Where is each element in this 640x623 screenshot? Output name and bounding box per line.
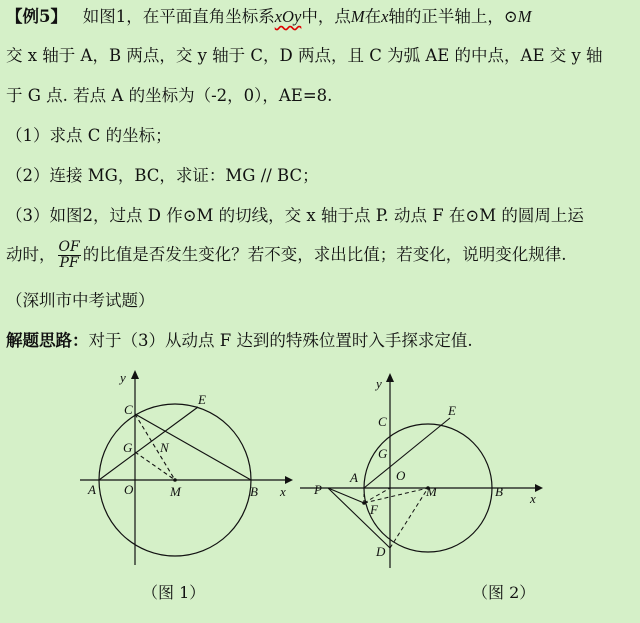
- fig1-label-c: C: [124, 402, 133, 417]
- fig2-label-b: B: [495, 484, 503, 499]
- fig1-y-arrow: [131, 370, 139, 379]
- figure-2-caption: （图 2）: [472, 583, 536, 602]
- fig2-y-arrow: [386, 373, 394, 382]
- fig2-label-g: G: [378, 446, 388, 461]
- fig1-label-b: B: [250, 484, 258, 499]
- figure-1: [70, 365, 300, 575]
- fig2-label-m: M: [426, 484, 437, 499]
- fraction-numerator: OF: [58, 239, 80, 255]
- problem-source: （深圳市中考试题）: [6, 291, 155, 310]
- fig1-label-g: G: [123, 440, 133, 455]
- line1-x: x: [381, 7, 389, 26]
- fig2-label-e: E: [448, 403, 456, 418]
- line1-text-c: 在: [364, 7, 382, 26]
- fig2-segment-pf: [328, 488, 364, 503]
- problem-line-2: 交 x 轴于 A，B 两点，交 y 轴于 C，D 两点，且 C 为弧 AE 的中点，AE 交 y 轴: [6, 46, 603, 65]
- fig2-label-x: x: [530, 491, 536, 506]
- fig2-chord-ae: [364, 418, 450, 488]
- fig2-label-p: P: [314, 482, 322, 497]
- fig1-segment-mg: [135, 452, 175, 480]
- line1-text-a: 如图1，在平面直角坐标系: [82, 7, 275, 26]
- question-1: （1）求点 C 的坐标；: [6, 126, 172, 145]
- fig2-point-f: [362, 501, 366, 505]
- fig1-label-n: N: [160, 440, 169, 455]
- fig1-label-a: A: [88, 482, 96, 497]
- question-3-line-1: （3）如图2，过点 D 作⊙M 的切线，交 x 轴于点 P. 动点 F 在⊙M 的圆周上运: [6, 206, 584, 225]
- fig2-segment-fm: [364, 488, 428, 503]
- fig2-label-o: O: [396, 468, 406, 483]
- hint-line: [6, 330, 634, 352]
- example-tag: 【例5】: [6, 7, 67, 26]
- fig1-label-x: x: [280, 484, 286, 499]
- hint-text: 对于（3）从动点 F 达到的特殊位置时入手探求定值.: [88, 331, 473, 350]
- fig2-segment-dm: [390, 488, 428, 548]
- fig1-label-y: y: [120, 370, 126, 385]
- fig1-segment-cb: [135, 414, 251, 480]
- fig2-segment-fo: [364, 488, 390, 503]
- problem-line-1: [6, 6, 634, 28]
- figure-1-caption: （图 1）: [142, 583, 206, 602]
- fig2-label-d: D: [376, 544, 386, 559]
- q3-pre-text: 动时，: [6, 245, 56, 264]
- fig2-tangent-pd: [328, 488, 390, 548]
- fig2-label-a: A: [350, 470, 358, 485]
- fig1-label-e: E: [198, 392, 206, 407]
- problem-line-3: 于 G 点. 若点 A 的坐标为（-2，0），AE=8.: [6, 86, 333, 105]
- fig1-label-m: M: [170, 484, 181, 499]
- ratio-fraction: [58, 240, 81, 271]
- fig2-label-f: F: [370, 502, 378, 517]
- fig2-label-c: C: [378, 414, 387, 429]
- fig1-label-o: O: [124, 482, 134, 497]
- fig2-x-arrow: [535, 484, 543, 492]
- q3-post-text: 的比值是否发生变化？若不变，求出比值；若变化，说明变化规律.: [82, 245, 567, 264]
- fig1-segment-cm: [135, 414, 175, 480]
- figure-2: [290, 370, 550, 575]
- coord-system-name: xOy: [274, 7, 302, 26]
- fraction-denominator: PF: [59, 255, 79, 271]
- hint-label: 解题思路：: [6, 331, 89, 350]
- line1-point-m: M: [350, 7, 365, 26]
- line1-text-d: 轴的正半轴上，⊙: [388, 7, 518, 26]
- question-2: （2）连接 MG，BC，求证：MG // BC；: [6, 166, 319, 185]
- fig2-label-y: y: [376, 376, 382, 391]
- fig1-point-m: [173, 478, 177, 482]
- fig1-chord-ae: [99, 407, 198, 480]
- line1-circle-m: M: [517, 7, 532, 26]
- question-3-line-2: [6, 240, 634, 271]
- line1-text-b: 中，点: [301, 7, 351, 26]
